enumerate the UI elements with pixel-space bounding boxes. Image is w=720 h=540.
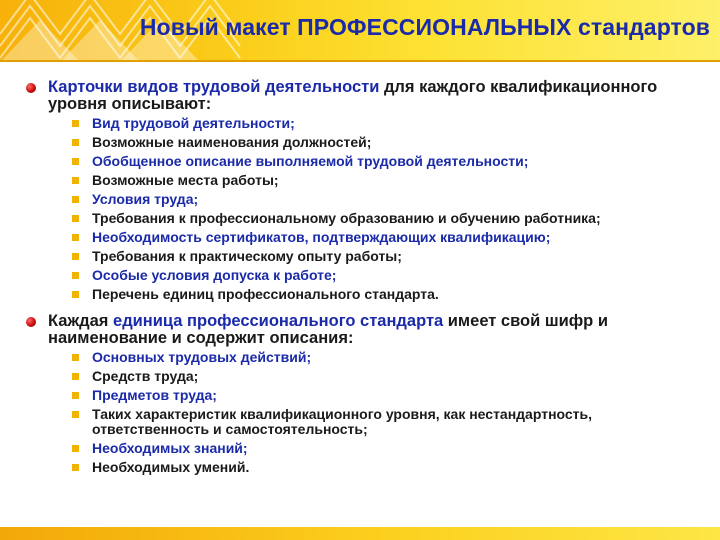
list-item-text: Вид трудовой деятельности; [92, 115, 295, 131]
square-bullet-icon [72, 291, 79, 298]
list-item-text: Требования к профессиональному образованию и обучению работника; [92, 210, 601, 226]
list-item-text: Основных трудовых действий; [92, 349, 312, 365]
list-item-text: Обобщенное описание выполняемой трудовой деятельности; [92, 153, 529, 169]
header-divider [0, 60, 720, 62]
square-bullet-icon [72, 373, 79, 380]
square-bullet-icon [72, 196, 79, 203]
square-bullet-icon [72, 158, 79, 165]
list-item [72, 460, 706, 475]
list-item-text: Необходимых знаний; [92, 440, 248, 456]
list-item [72, 350, 706, 365]
heading-text: для каждого квалификационного уровня описывают: [48, 78, 658, 113]
square-bullet-icon [72, 464, 79, 471]
square-bullet-icon [72, 177, 79, 184]
list-item [72, 192, 706, 207]
list-item-text: Предметов труда; [92, 387, 217, 403]
item-list [48, 116, 706, 302]
square-bullet-icon [72, 354, 79, 361]
list-item [72, 211, 706, 226]
slide-footer-bar [0, 527, 720, 540]
list-item-text: Возможные места работы; [92, 172, 279, 188]
list-item-text: Особые условия допуска к работе; [92, 267, 337, 283]
square-bullet-icon [72, 215, 79, 222]
section-activity-cards [26, 79, 706, 302]
list-item-text: Необходимость сертификатов, подтверждающих квалификацию; [92, 229, 551, 245]
list-item [72, 388, 706, 403]
list-item-text: Таких характеристик квалификационного уровня, как нестандартность, ответственность и самостоятельность; [92, 406, 593, 437]
square-bullet-icon [72, 392, 79, 399]
heading-highlight: Карточки видов трудовой деятельности [48, 78, 380, 96]
list-item [72, 441, 706, 456]
list-item-text: Требования к практическому опыту работы; [92, 248, 402, 264]
square-bullet-icon [72, 234, 79, 241]
square-bullet-icon [72, 253, 79, 260]
list-item-text: Условия труда; [92, 191, 199, 207]
list-item-text: Необходимых умений. [92, 459, 250, 475]
list-item [72, 268, 706, 283]
section-heading [48, 313, 706, 347]
heading-highlight: единица профессионального стандарта [113, 312, 444, 330]
list-item-text: Возможные наименования должностей; [92, 134, 372, 150]
list-item [72, 135, 706, 150]
list-item [72, 154, 706, 169]
slide-title: Новый макет ПРОФЕССИОНАЛЬНЫХ стандартов [139, 14, 710, 40]
list-item [72, 287, 706, 302]
square-bullet-icon [72, 120, 79, 127]
heading-text: имеет свой шифр и наименование и содержит описания: [48, 312, 608, 347]
list-item-text: Средств труда; [92, 368, 199, 384]
list-item [72, 407, 706, 437]
slide-header [0, 0, 720, 62]
list-item [72, 173, 706, 188]
list-item [72, 116, 706, 131]
square-bullet-icon [72, 411, 79, 418]
list-item [72, 230, 706, 245]
red-bullet-icon [26, 317, 36, 327]
square-bullet-icon [72, 272, 79, 279]
item-list [48, 350, 706, 475]
section-standard-units [26, 313, 706, 475]
list-item [72, 369, 706, 384]
heading-text: Каждая [48, 312, 114, 330]
list-item-text: Перечень единиц профессионального стандарта. [92, 286, 439, 302]
list-item [72, 249, 706, 264]
square-bullet-icon [72, 139, 79, 146]
section-heading [48, 79, 706, 113]
square-bullet-icon [72, 445, 79, 452]
red-bullet-icon [26, 83, 36, 93]
slide-content [26, 79, 706, 479]
